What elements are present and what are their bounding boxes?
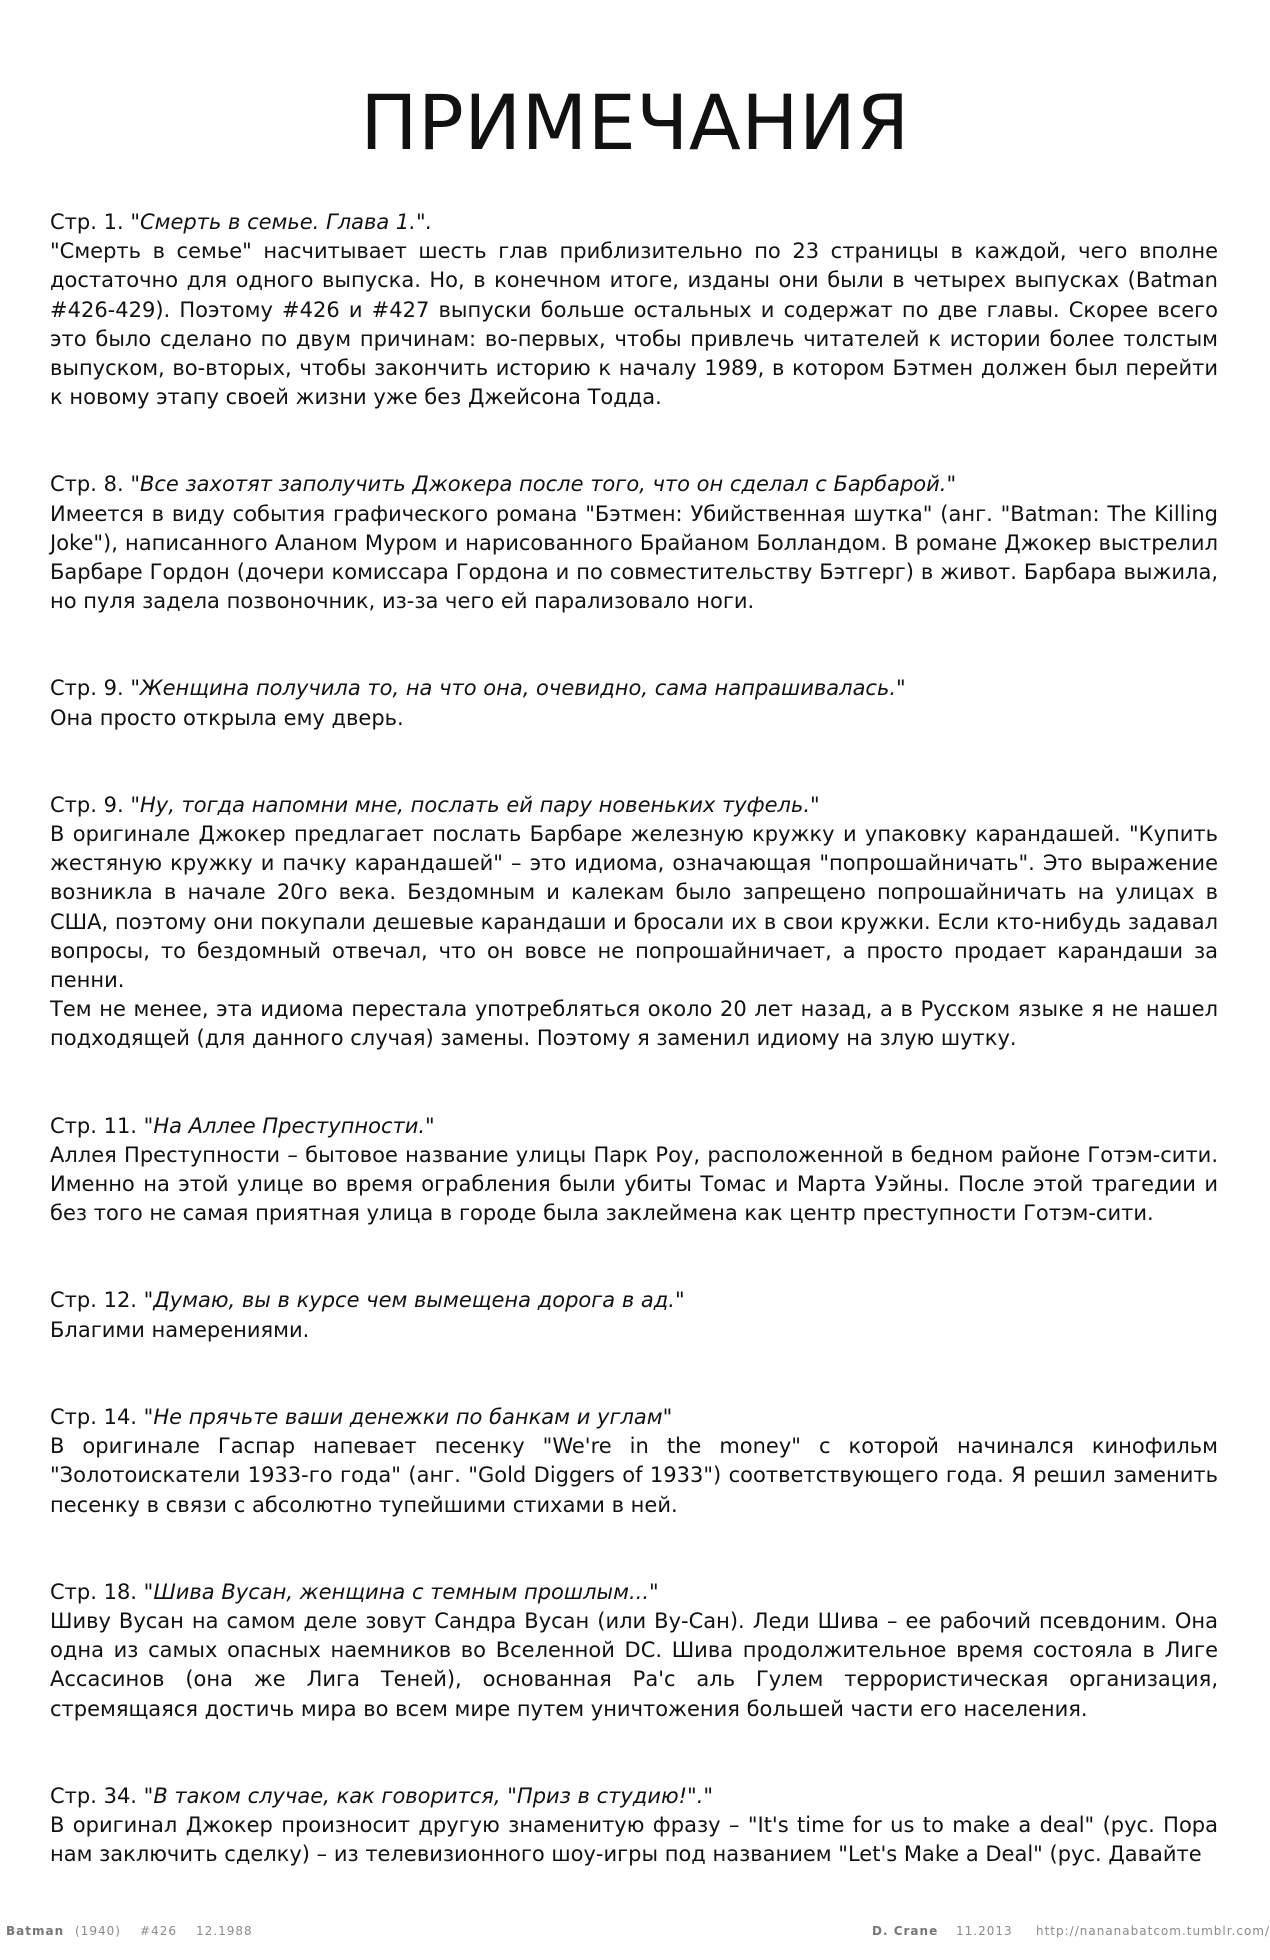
footer-release: 11.2013 — [956, 1924, 1013, 1938]
note-quote: "Ну, тогда напомни мне, послать ей пару новеньких туфель." — [130, 792, 820, 817]
note-page-ref: Стр. 34. — [50, 1783, 137, 1808]
note-quote: "Все захотят заполучить Джокера после того, что он сделал с Барбарой." — [130, 472, 957, 497]
notes-list — [50, 208, 1218, 1869]
note-text: Имеется в виду события графического романа "Бэтмен: Убийственная шутка" (анг. "Batman: The Killing Joke"), написанного Аланом Муром и нарисованного Брайаном Болландом. В романе Джокер выстрелил Барбаре Гордон (дочери комиссара Гордона и по совместительству Бэтгерг) в живот. Барбара выжила, но пуля задела позвоночник, из-за чего ей парализовало ноги. — [50, 501, 1218, 614]
note-p12 — [50, 1286, 1218, 1344]
note-page-ref: Стр. 1. — [50, 210, 124, 234]
note-quote: "В таком случае, как говорится, "Приз в студию!"." — [143, 1783, 714, 1808]
note-quote: "Смерть в семье. Глава 1.". — [130, 210, 433, 234]
note-page-ref: Стр. 14. — [50, 1404, 137, 1429]
page-title: ПРИМЕЧАНИЯ — [360, 78, 910, 167]
page-footer — [0, 1924, 1270, 1944]
footer-author: D. Crane — [872, 1924, 939, 1938]
note-text: В оригинале Гаспар напевает песенку "We're in the money" с которой начинался кинофильм "Золотоискатели 1933-го года" (анг. "Gold Diggers of 1933") соответствующего года. Я решил заменить песенку в связи с абсолютно тупейшими стихами в ней. — [50, 1434, 1218, 1517]
note-page-ref: Стр. 12. — [50, 1288, 137, 1313]
note-quote: "На Аллее Преступности." — [143, 1113, 435, 1138]
note-text: Тем не менее, эта идиома перестала употребляться около 20 лет назад, а в Русском языке я не нашел подходящей (для данного случая) замены. Поэтому я заменил идиому на злую шутку. — [50, 997, 1218, 1051]
note-page-ref: Стр. 18. — [50, 1579, 137, 1604]
note-quote: "Не прячьте ваши денежки по банкам и углам" — [143, 1404, 673, 1429]
note-quote: "Шива Вусан, женщина с темным прошлым..." — [143, 1579, 659, 1604]
note-page-ref: Стр. 11. — [50, 1113, 137, 1138]
note-p9a — [50, 674, 1218, 732]
note-text: Благими намерениями. — [50, 1317, 310, 1342]
note-page-ref: Стр. 8. — [50, 472, 124, 497]
note-text: В оригинал Джокер произносит другую знаменитую фразу – "It's time for us to make a deal" (рус. Пора нам заключить сделку) – из телевизионного шоу-игры под названием "Let's Make a Deal" (рус. Давайте — [50, 1812, 1218, 1867]
footer-issue: #426 — [140, 1924, 177, 1938]
note-page-ref: Стр. 9. — [50, 792, 124, 817]
note-page-ref: Стр. 9. — [50, 676, 124, 701]
note-text: "Смерть в семье" насчитывает шесть глав приблизительно по 23 страницы в каждой, чего вполне достаточно для одного выпуска. Но, в конечном итоге, изданы они были в четырех выпусках (Batman #426-429). Поэтому #426 и #427 выпуски больше остальных и содержат по две главы. Скорее всего это было сделано по двум причинам: во-первых, чтобы привлечь читателей к истории более толстым выпуском, во-вторых, чтобы закончить историю к началу 1989, в котором Бэтмен должен был перейти к новому этапу своей жизни уже без Джейсона Тодда. — [50, 239, 1218, 410]
note-p11 — [50, 1112, 1218, 1229]
footer-date: 12.1988 — [196, 1924, 253, 1938]
note-text: Аллея Преступности – бытовое название улицы Парк Роу, расположенной в бедном районе Готэм-сити. Именно на этой улице во время ограбления были убиты Томас и Марта Уэйны. После этой трагедии и без того не самая приятная улица в городе была заклеймена как центр преступности Готэм-сити. — [50, 1142, 1218, 1226]
note-p18 — [50, 1578, 1218, 1724]
note-p1 — [50, 208, 1218, 412]
note-quote: "Женщина получила то, на что она, очевидно, сама напрашивалась." — [130, 676, 906, 701]
note-p8 — [50, 470, 1218, 616]
note-text: Шиву Вусан на самом деле зовут Сандра Вусан (или Ву-Сан). Леди Шива – ее рабочий псевдоним. Она одна из самых опасных наемников во Вселенной DC. Шива продолжительное время состояла в Лиге Ассасинов (она же Лига Теней), основанная Ра'с аль Гулем террористическая организация, стремящаяся достичь мира во всем мире путем уничтожения большей части его населения. — [50, 1608, 1218, 1721]
note-text: В оригинале Джокер предлагает послать Барбаре железную кружку и упаковку карандашей. "Купить жестяную кружку и пачку карандашей" – это идиома, означающая "попрошайничать". Это выражение возникла в начале 20го века. Бездомным и калекам было запрещено попрошайничать на улицах в США, поэтому они покупали дешевые карандаши и бросали их в свои кружки. Если кто-нибудь задавал вопросы, то бездомный отвечал, что он вовсе не попрошайничает, а просто продает карандаши за пенни. — [50, 822, 1218, 993]
note-p9b — [50, 791, 1218, 1054]
note-p14 — [50, 1403, 1218, 1520]
footer-year: (1940) — [75, 1924, 121, 1938]
note-p34 — [50, 1782, 1218, 1870]
note-text: Она просто открыла ему дверь. — [50, 705, 404, 730]
note-quote: "Думаю, вы в курсе чем вымещена дорога в ад." — [143, 1288, 685, 1313]
footer-series: Batman — [6, 1924, 65, 1938]
footer-url[interactable]: http://nananabatcom.tumblr.com/ — [1036, 1924, 1270, 1938]
